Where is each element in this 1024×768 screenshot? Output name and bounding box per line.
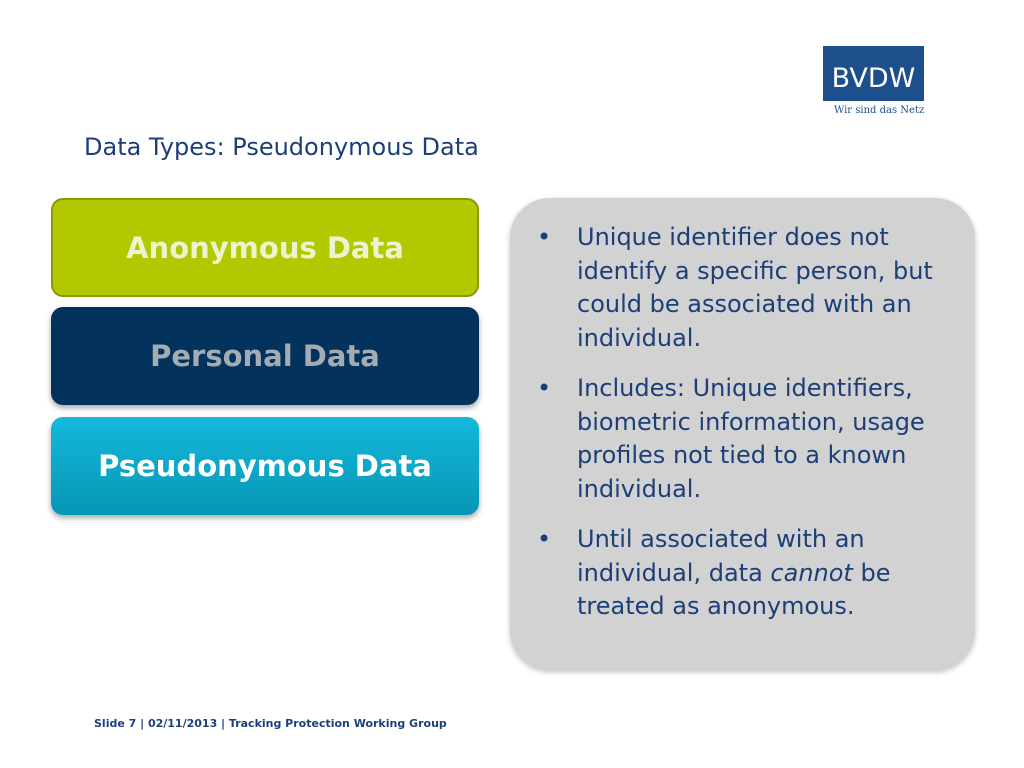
- bullet-text: Includes: Unique identifiers, biometric information, usage profiles not tied to a known individual.: [577, 374, 925, 503]
- bullet-dot-icon: •: [537, 374, 552, 402]
- bullet-text: Unique identifier does not identify a specific person, but could be associated with an individual.: [577, 223, 933, 352]
- logo-box: [823, 46, 924, 101]
- slide-title: Data Types: Pseudonymous Data: [84, 133, 479, 161]
- bullet-dot-icon: •: [537, 525, 552, 553]
- bullet-item: [537, 221, 959, 355]
- personal-data-box: [51, 307, 479, 405]
- bullet-dot-icon: •: [537, 223, 552, 251]
- bullet-item: [537, 523, 959, 624]
- bullet-list: [537, 221, 959, 624]
- slide-footer: Slide 7 | 02/11/2013 | Tracking Protection Working Group: [94, 717, 447, 730]
- logo-name: BVDW: [831, 63, 916, 94]
- pseudonymous-data-box: [51, 417, 479, 515]
- bullet-text-emphasis: cannot: [770, 558, 853, 587]
- bullet-text-start: Until associated with an individual, data: [577, 525, 865, 587]
- bvdw-logo: [823, 46, 953, 120]
- personal-data-label: Personal Data: [150, 339, 380, 373]
- bullet-item: [537, 372, 959, 506]
- anonymous-data-box: [51, 198, 479, 297]
- anonymous-data-label: Anonymous Data: [126, 230, 404, 265]
- bullet-text: [577, 523, 959, 624]
- bullet-panel: [510, 198, 975, 670]
- logo-tagline: Wir sind das Netz: [834, 105, 925, 116]
- bullet-text-end: be treated as anonymous.: [577, 558, 891, 620]
- pseudonymous-data-label: Pseudonymous Data: [98, 449, 432, 483]
